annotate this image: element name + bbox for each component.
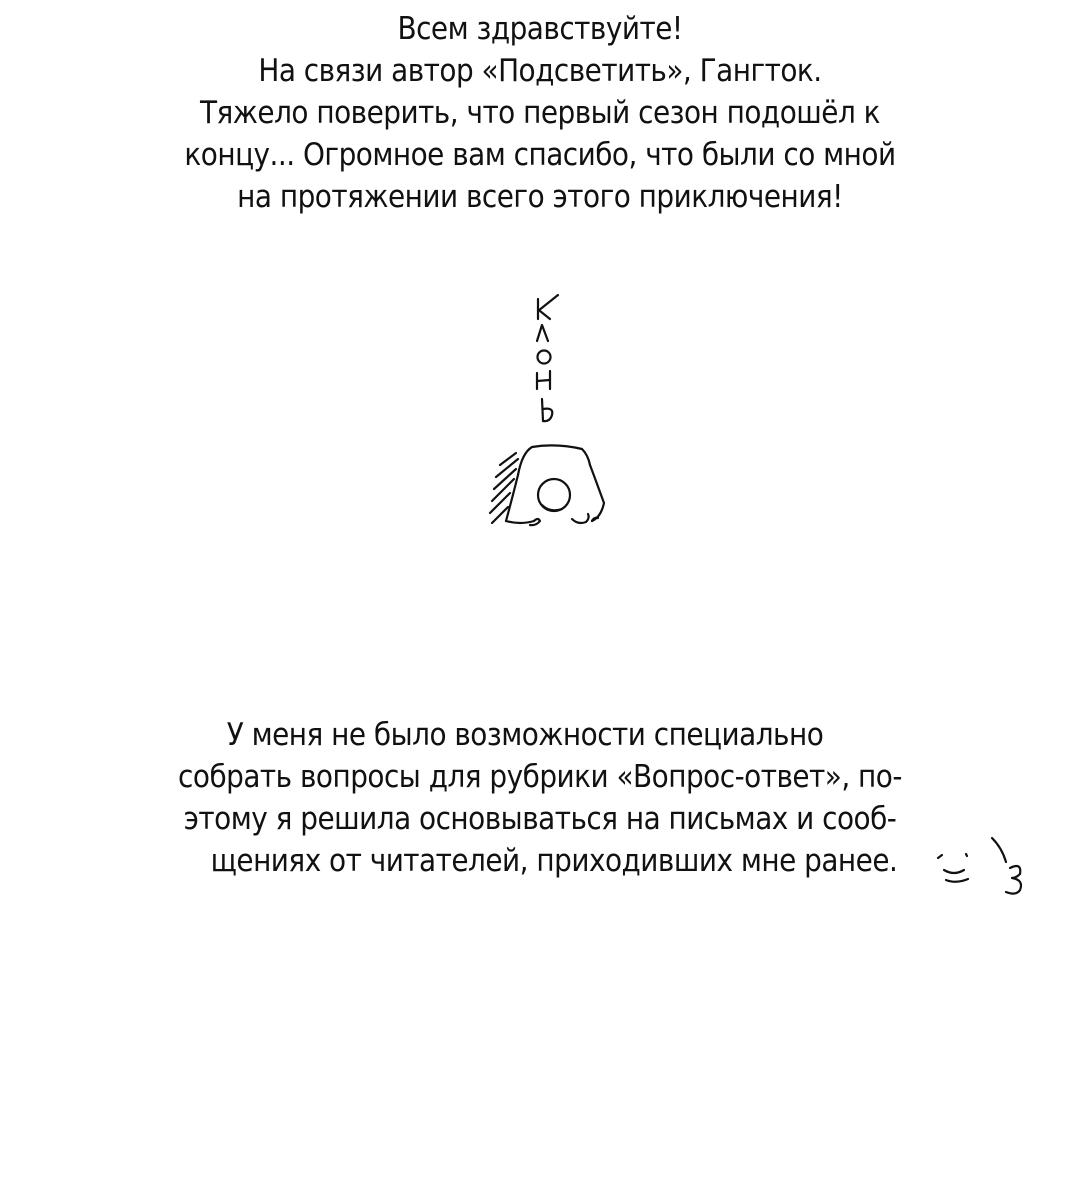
info-line: щениях от читателей, приходивших мне ранее. — [210, 843, 898, 879]
greeting-line: на протяжении всего этого приключения! — [237, 179, 843, 215]
info-line: этому я решила основываться на письмах и сооб- — [183, 801, 897, 837]
greeting-text — [0, 8, 1080, 218]
bowing-figure-icon — [480, 285, 610, 545]
greeting-line: На связи автор «Подсветить», Гангток. — [258, 53, 822, 89]
sfx-klon-lettering — [537, 295, 558, 421]
info-line: собрать вопросы для рубрики «Вопрос-ответ», по- — [178, 759, 902, 795]
info-line: У меня не было возможности специально — [226, 717, 824, 753]
smiley-face-icon — [928, 832, 1038, 907]
greeting-line: концу... Огромное вам спасибо, что были со мной — [184, 137, 896, 173]
bowing-figure-drawing — [480, 285, 610, 545]
greeting-line: Тяжело поверить, что первый сезон подошёл к — [200, 95, 880, 131]
info-text — [0, 714, 1080, 882]
greeting-line: Всем здравствуйте! — [397, 11, 683, 47]
bowing-person — [490, 445, 604, 525]
